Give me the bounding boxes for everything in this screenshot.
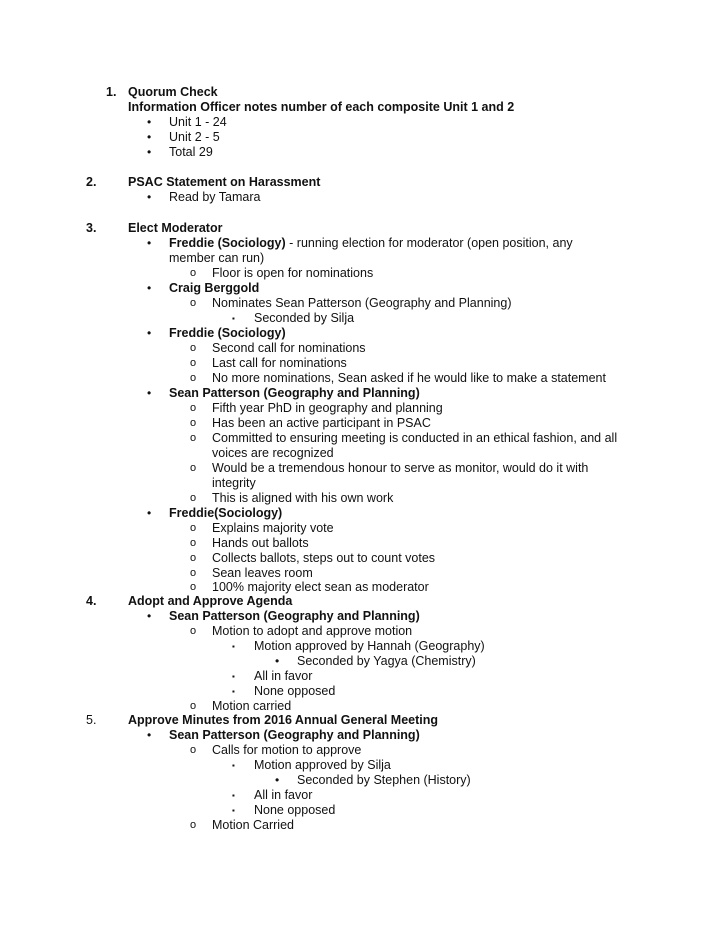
bullet-marker: • (147, 728, 152, 742)
list-item: Nominates Sean Patterson (Geography and Planning) (212, 296, 512, 310)
speaker-name: Sean Patterson (Geography and Planning) (169, 609, 420, 623)
list-item: 100% majority elect sean as moderator (212, 580, 429, 594)
list-item: Floor is open for nominations (212, 266, 374, 280)
list-item-continuation: voices are recognized (212, 446, 334, 460)
speaker-name: Freddie(Sociology) (169, 506, 283, 520)
circle-marker: o (190, 552, 197, 564)
list-item: Motion Carried (212, 818, 294, 832)
circle-marker: o (190, 432, 197, 444)
list-item: Motion to adopt and approve motion (212, 624, 413, 638)
list-item: Fifth year PhD in geography and planning (212, 401, 443, 415)
circle-marker: o (190, 581, 197, 593)
circle-marker: o (190, 522, 197, 534)
circle-marker: o (190, 567, 197, 579)
bullet-marker: • (147, 130, 152, 144)
speaker-name: Craig Berggold (169, 281, 260, 295)
circle-marker: o (190, 492, 197, 504)
list-item: Calls for motion to approve (212, 743, 362, 757)
bullet-marker: • (147, 326, 152, 340)
square-marker: ▪ (232, 314, 235, 323)
list-item: This is aligned with his own work (212, 491, 394, 505)
circle-marker: o (190, 744, 197, 756)
circle-marker: o (190, 402, 197, 414)
bullet-marker: • (147, 190, 152, 204)
bullet-marker: • (275, 654, 280, 668)
list-item: Would be a tremendous honour to serve as monitor, would do it with (212, 461, 589, 475)
list-item: Committed to ensuring meeting is conducted in an ethical fashion, and all (212, 431, 618, 445)
speaker-name: Sean Patterson (Geography and Planning) (169, 386, 420, 400)
bullet-marker: • (275, 773, 280, 787)
list-item: None opposed (254, 803, 336, 817)
square-marker: ▪ (232, 642, 235, 651)
list-item: Second call for nominations (212, 341, 366, 355)
section-number: 2. (86, 175, 97, 189)
section-title: PSAC Statement on Harassment (128, 175, 321, 189)
circle-marker: o (190, 417, 197, 429)
bullet-marker: • (147, 281, 152, 295)
bullet-marker: • (147, 145, 152, 159)
section-title: Adopt and Approve Agenda (128, 594, 293, 608)
bullet-marker: • (147, 506, 152, 520)
speaker-name: Sean Patterson (Geography and Planning) (169, 728, 420, 742)
section-title: Elect Moderator (128, 221, 223, 235)
section-number: 3. (86, 221, 97, 235)
bullet-marker: • (147, 609, 152, 623)
list-item: Motion carried (212, 699, 292, 713)
square-marker: ▪ (232, 761, 235, 770)
bullet-marker: • (147, 115, 152, 129)
list-item: Seconded by Stephen (History) (297, 773, 471, 787)
circle-marker: o (190, 297, 197, 309)
section-number: 1. (106, 85, 117, 99)
circle-marker: o (190, 462, 197, 474)
circle-marker: o (190, 357, 197, 369)
list-item: Last call for nominations (212, 356, 347, 370)
speaker-name: Freddie (Sociology) (169, 326, 286, 340)
list-item (169, 236, 573, 251)
list-item: Motion approved by Hannah (Geography) (254, 639, 485, 653)
list-item: Explains majority vote (212, 521, 334, 535)
list-item: None opposed (254, 684, 336, 698)
list-item: Has been an active participant in PSAC (212, 416, 431, 430)
list-item: Motion approved by Silja (254, 758, 391, 772)
circle-marker: o (190, 819, 197, 831)
list-item: Unit 2 - 5 (169, 130, 220, 144)
list-item: Unit 1 - 24 (169, 115, 227, 129)
square-marker: ▪ (232, 791, 235, 800)
section-number: 5. (86, 713, 97, 727)
square-marker: ▪ (232, 687, 235, 696)
bullet-marker: • (147, 236, 152, 250)
list-item: Read by Tamara (169, 190, 261, 204)
circle-marker: o (190, 267, 197, 279)
section-subtitle: Information Officer notes number of each composite Unit 1 and 2 (128, 100, 515, 114)
list-item: Collects ballots, steps out to count votes (212, 551, 436, 565)
list-item-continuation: integrity (212, 476, 256, 490)
circle-marker: o (190, 537, 197, 549)
section-title: Quorum Check (128, 85, 218, 99)
circle-marker: o (190, 372, 197, 384)
square-marker: ▪ (232, 672, 235, 681)
list-item: Sean leaves room (212, 566, 313, 580)
section-number: 4. (86, 594, 97, 608)
circle-marker: o (190, 700, 197, 712)
list-item: Hands out ballots (212, 536, 309, 550)
circle-marker: o (190, 625, 197, 637)
list-item: All in favor (254, 788, 313, 802)
list-item-text: - running election for moderator (open position, any (285, 236, 573, 250)
bullet-marker: • (147, 386, 152, 400)
list-item-continuation: member can run) (169, 251, 265, 265)
circle-marker: o (190, 342, 197, 354)
list-item: Total 29 (169, 145, 213, 159)
list-item: Seconded by Silja (254, 311, 355, 325)
list-item: No more nominations, Sean asked if he would like to make a statement (212, 371, 606, 385)
section-title: Approve Minutes from 2016 Annual General Meeting (128, 713, 439, 727)
list-item: Seconded by Yagya (Chemistry) (297, 654, 476, 668)
square-marker: ▪ (232, 806, 235, 815)
list-item: All in favor (254, 669, 313, 683)
speaker-name: Freddie (Sociology) (169, 236, 286, 250)
